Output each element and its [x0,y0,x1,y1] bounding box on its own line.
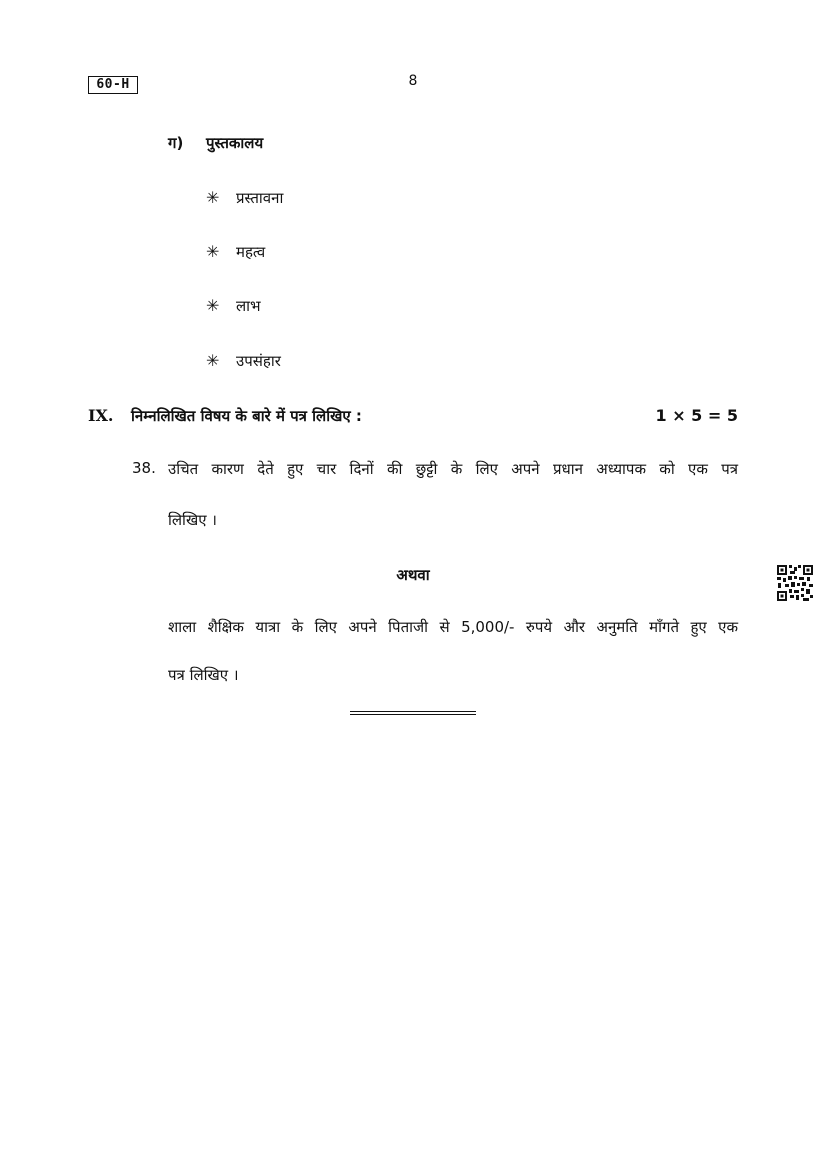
or-label: अथवा [396,566,430,584]
asterisk-icon: ✳ [206,188,220,207]
page-number: 8 [408,73,418,89]
qr-code-icon [776,564,814,602]
alternate-question-line2: पत्र लिखिए । [168,666,239,684]
essay-point-label: प्रस्तावना [236,189,284,207]
question-text-line1: उचित कारण देते हुए चार दिनों की छुट्टी के लिए अपने प्रधान अध्यापक को एक पत्र [168,460,738,478]
alternate-question-line1: शाला शैक्षिक यात्रा के लिए अपने पिताजी से 5,000/- रुपये और अनुमति माँगते हुए एक [168,618,738,636]
paper-code-box: 60-H [88,76,138,94]
essay-point-label: उपसंहार [236,352,281,370]
section-instruction: निम्नलिखित विषय के बारे में पत्र लिखिए : [131,407,362,425]
asterisk-icon: ✳ [206,296,220,315]
question-text-line2: लिखिए । [168,511,217,529]
essay-point [206,242,265,262]
section-marks: 1 × 5 = 5 [655,406,738,425]
essay-point-label: लाभ [236,297,261,315]
asterisk-icon: ✳ [206,242,220,261]
question-number: 38. [132,459,156,477]
essay-point [206,296,261,316]
section-number: IX. [88,406,114,425]
essay-title: पुस्तकालय [206,134,264,152]
section-heading [88,406,738,426]
essay-point [206,188,283,208]
essay-heading [168,133,263,153]
asterisk-icon: ✳ [206,351,220,370]
essay-point [206,351,281,371]
essay-marker: ग) [168,134,184,152]
essay-point-label: महत्व [236,243,266,261]
end-of-paper-divider [350,711,476,715]
